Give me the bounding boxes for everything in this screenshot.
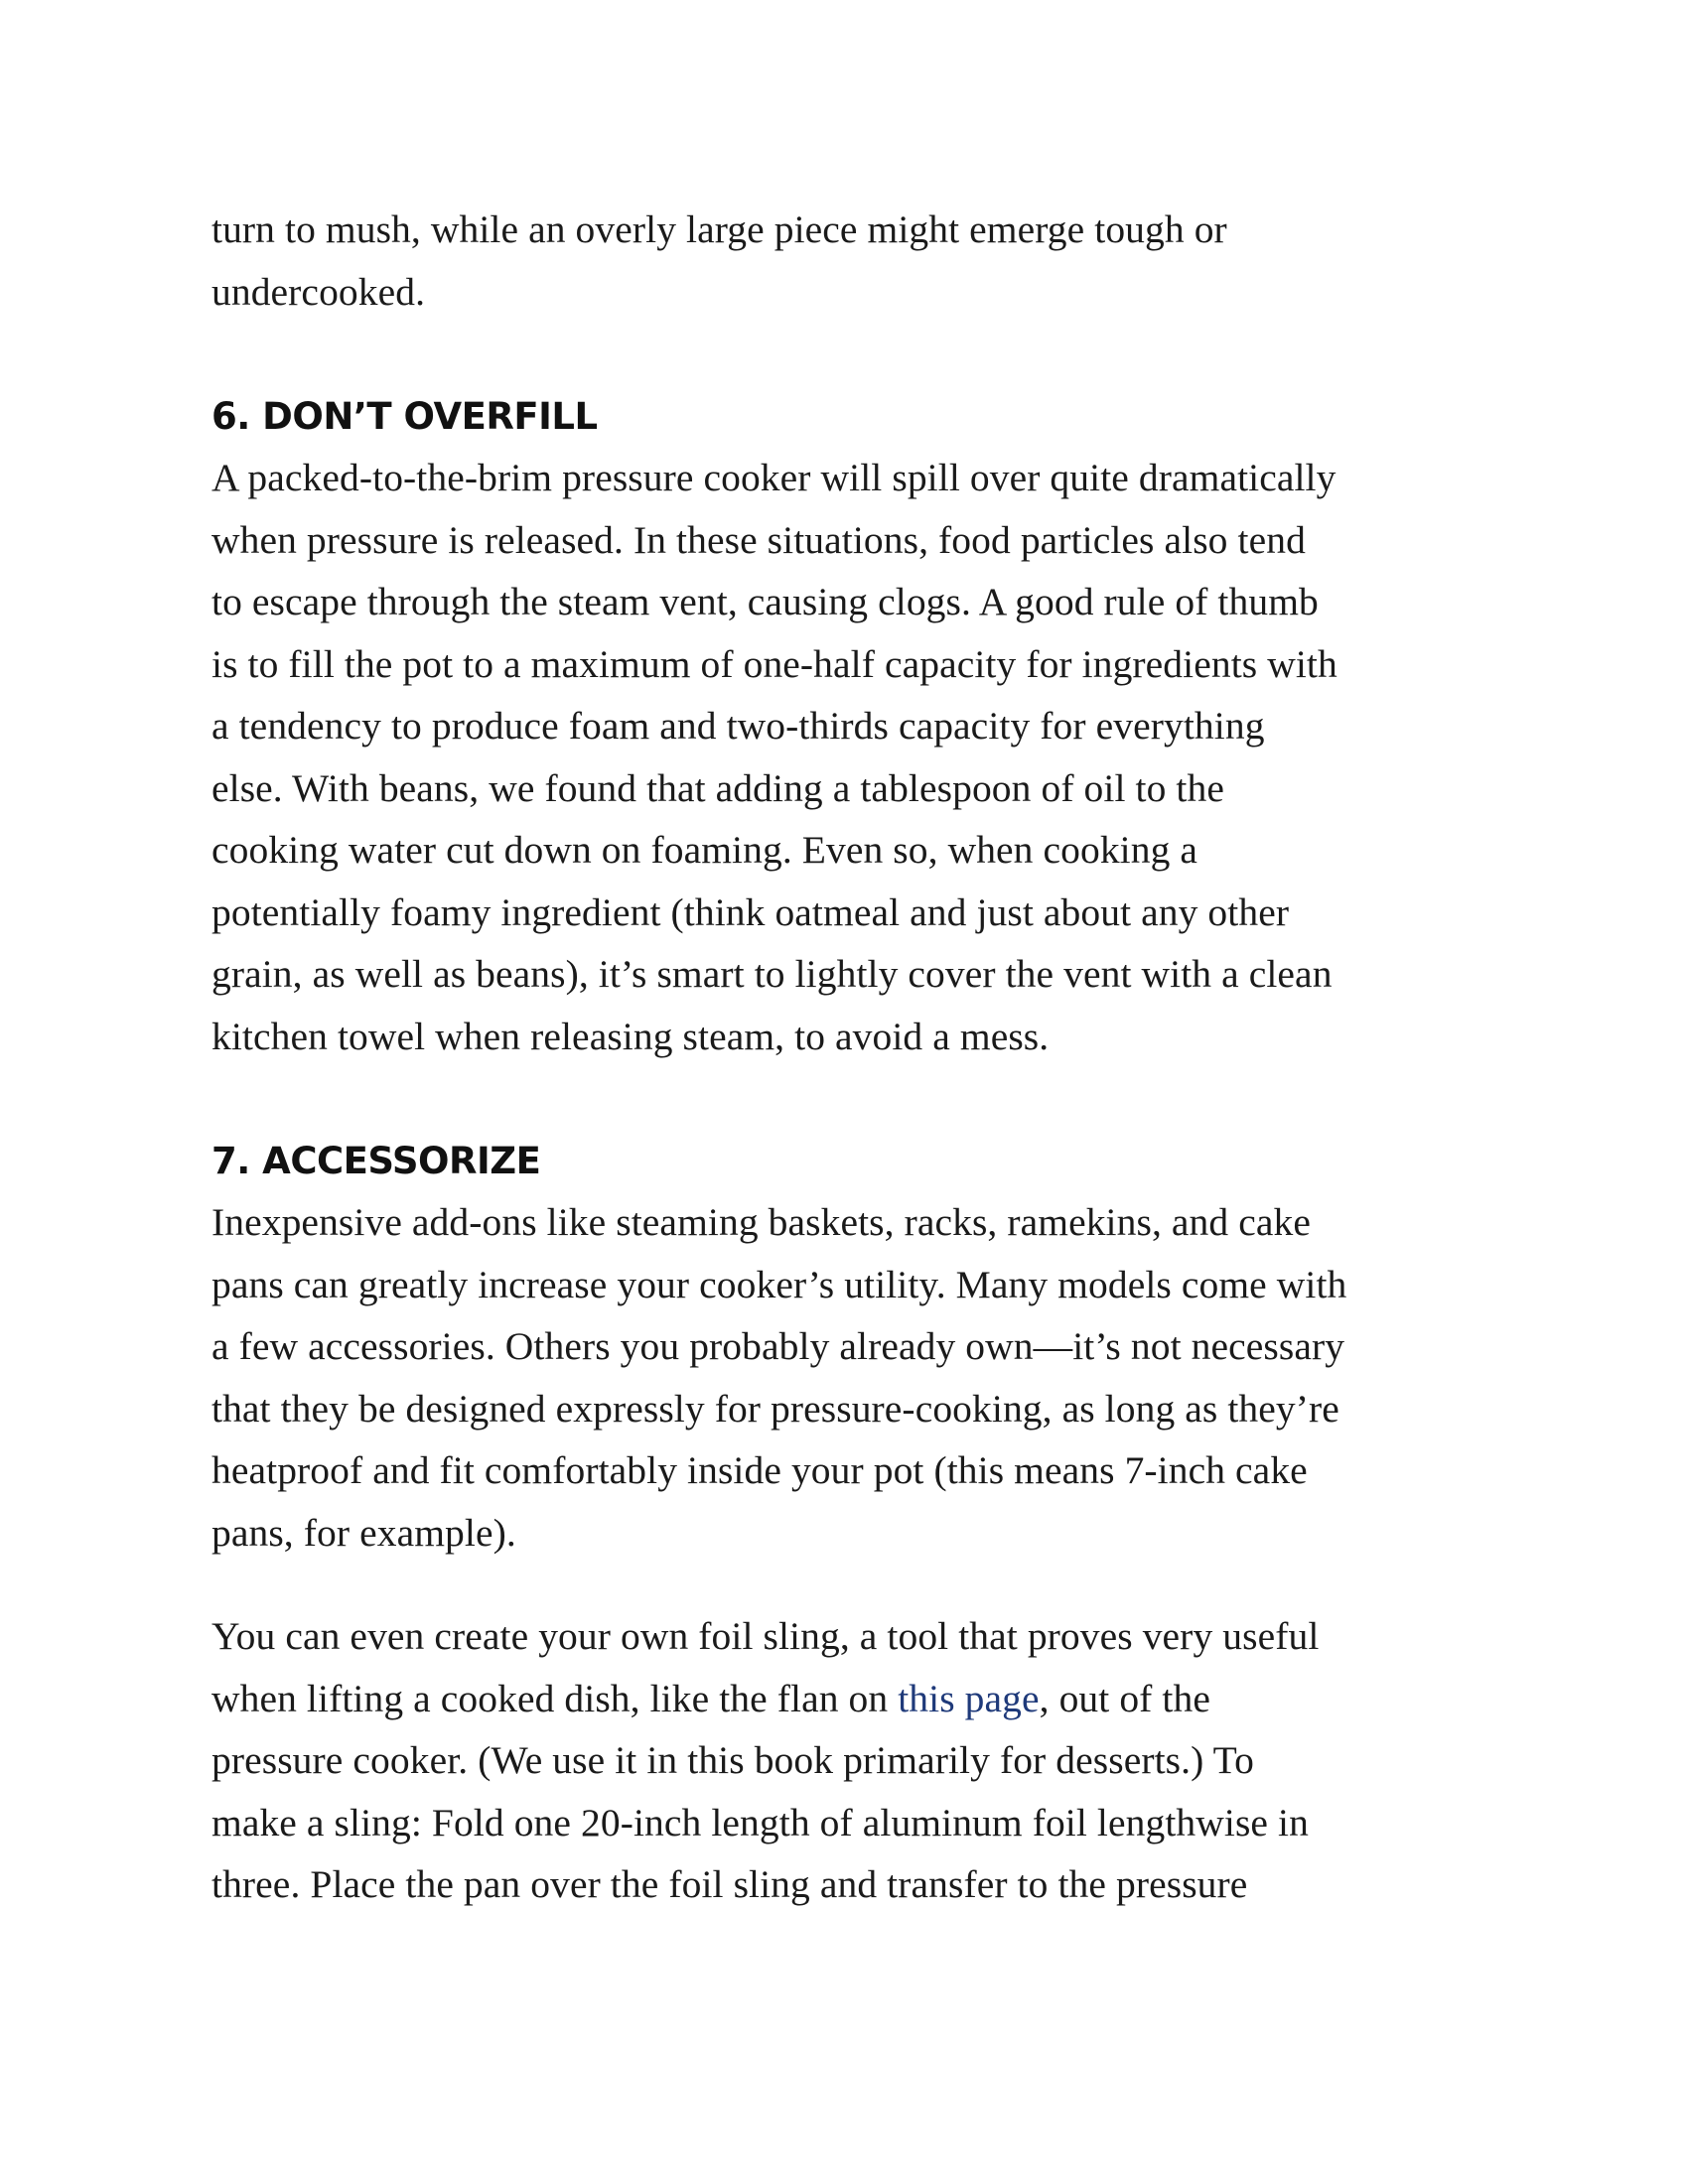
text-line: turn to mush, while an overly large piece might emerge tough or [211,207,1227,251]
text-line: when pressure is released. In these situations, food particles also tend [211,517,1306,562]
this-page-link[interactable]: this page [898,1676,1040,1720]
text-line: pressure cooker. (We use it in this book primarily for desserts.) To [211,1738,1254,1782]
text-line: Inexpensive add-ons like steaming baskets, racks, ramekins, and cake [211,1200,1311,1244]
text-line: a tendency to produce foam and two-thirds capacity for everything [211,704,1265,748]
text-line: heatproof and fit comfortably inside your pot (this means 7-inch cake [211,1448,1308,1492]
text-line: pans can greatly increase your cooker’s utility. Many models come with [211,1262,1347,1306]
text-line: to escape through the steam vent, causing clogs. A good rule of thumb [211,580,1319,623]
text-line: pans, for example). [211,1510,516,1555]
continued-paragraph [211,199,1502,323]
section-paragraph-dont-overfill [211,447,1502,1067]
text-line: potentially foamy ingredient (think oatmeal and just about any other [211,889,1290,934]
text-segment: , out of the [1039,1676,1210,1720]
text-line: undercooked. [211,269,426,314]
text-line: You can even create your own foil sling, a tool that proves very useful [211,1614,1320,1658]
text-line: that they be designed expressly for pressure-cooking, as long as they’re [211,1386,1339,1431]
document-page [211,199,1502,1916]
text-line: else. With beans, we found that adding a tablespoon of oil to the [211,765,1224,810]
text-line: cooking water cut down on foaming. Even so, when cooking a [211,828,1198,872]
text-line: is to fill the pot to a maximum of one-half capacity for ingredients with [211,641,1337,686]
text-line: kitchen towel when releasing steam, to avoid a mess. [211,1014,1050,1058]
text-segment: when lifting a cooked dish, like the flan on [211,1676,899,1720]
foil-sling-paragraph [211,1605,1502,1916]
section-paragraph-accessorize [211,1191,1502,1564]
text-line: A packed-to-the-brim pressure cooker will spill over quite dramatically [211,456,1336,499]
section-heading-accessorize: 7. ACCESSORIZE [211,1140,541,1182]
text-line: make a sling: Fold one 20-inch length of aluminum foil lengthwise in [211,1800,1309,1844]
text-line: a few accessories. Others you probably already own—it’s not necessary [211,1324,1345,1368]
section-heading-dont-overfill: 6. DON’T OVERFILL [211,395,598,438]
text-line-with-link [211,1668,1502,1730]
text-line: grain, as well as beans), it’s smart to lightly cover the vent with a clean [211,952,1333,996]
text-line: three. Place the pan over the foil sling and transfer to the pressure [211,1862,1248,1906]
